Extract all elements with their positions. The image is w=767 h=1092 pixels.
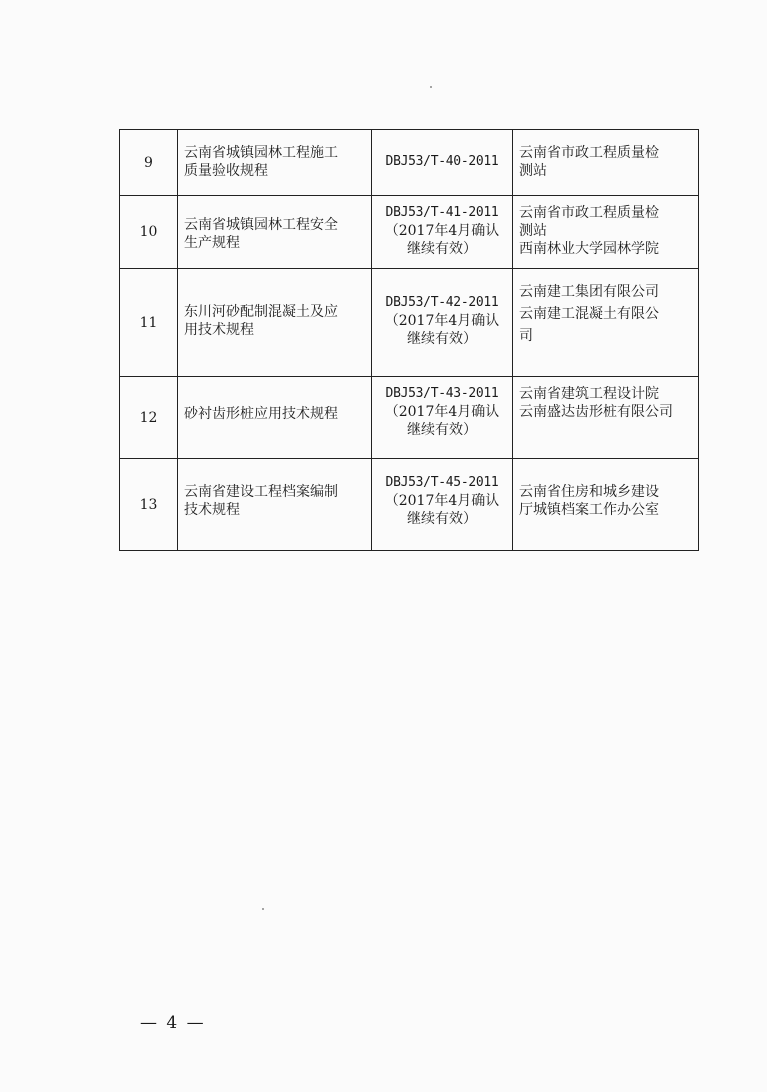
standard-code-line: （2017年4月确认: [384, 223, 500, 239]
standard-name-line: 用技术规程: [184, 322, 254, 338]
standard-code: [372, 459, 513, 551]
org-line: 云南盛达齿形桩有限公司: [519, 404, 673, 420]
org-line: 司: [519, 328, 533, 344]
org-line: 云南建工混凝土有限公: [519, 306, 659, 322]
standard-name: [178, 377, 372, 459]
standard-name-line: 质量验收规程: [184, 163, 268, 179]
table-row: [120, 130, 699, 196]
org-line: 厅城镇档案工作办公室: [519, 502, 659, 518]
standard-code-line: DBJ53/T-45-2011: [385, 475, 499, 490]
standard-code: [372, 269, 513, 377]
scan-speck: [430, 86, 432, 88]
standard-code-line: DBJ53/T-40-2011: [385, 154, 499, 169]
standard-name-line: 云南省城镇园林工程施工: [184, 145, 338, 161]
org-line: 云南建工集团有限公司: [519, 284, 659, 300]
standard-code-line: 继续有效）: [407, 241, 477, 257]
responsible-org: [513, 196, 699, 269]
standard-code-line: 继续有效）: [407, 511, 477, 527]
standard-code-line: （2017年4月确认: [384, 493, 500, 509]
standard-code: [372, 130, 513, 196]
org-line: 西南林业大学园林学院: [519, 241, 659, 257]
responsible-org: [513, 269, 699, 377]
standard-code-line: DBJ53/T-42-2011: [385, 295, 499, 310]
org-line: 云南省市政工程质量检: [519, 145, 659, 161]
standard-name-line: 技术规程: [184, 502, 240, 518]
standard-name: [178, 459, 372, 551]
page-number: — 4 —: [140, 1013, 206, 1033]
org-line: 测站: [519, 223, 547, 239]
standard-name: [178, 196, 372, 269]
row-number: 9: [120, 130, 178, 196]
row-number: 13: [120, 459, 178, 551]
standard-code-line: DBJ53/T-41-2011: [385, 205, 499, 220]
standard-name: [178, 269, 372, 377]
standard-name-line: 云南省城镇园林工程安全: [184, 217, 338, 233]
responsible-org: [513, 377, 699, 459]
table-row: [120, 196, 699, 269]
table-row: [120, 459, 699, 551]
standard-code-line: 继续有效）: [407, 331, 477, 347]
row-number: 12: [120, 377, 178, 459]
org-line: 云南省住房和城乡建设: [519, 484, 659, 500]
responsible-org: [513, 130, 699, 196]
standard-name: [178, 130, 372, 196]
org-line: 云南省市政工程质量检: [519, 205, 659, 221]
standard-name-line: 生产规程: [184, 235, 240, 251]
standard-code-line: （2017年4月确认: [384, 313, 500, 329]
table-row: [120, 377, 699, 459]
standard-code-line: 继续有效）: [407, 422, 477, 438]
standard-name-line: 云南省建设工程档案编制: [184, 484, 338, 500]
org-line: 云南省建筑工程设计院: [519, 386, 659, 402]
table-row: [120, 269, 699, 377]
standard-name-line: 砂衬齿形桩应用技术规程: [184, 406, 338, 422]
standards-table: [119, 129, 699, 551]
standard-code-line: （2017年4月确认: [384, 404, 500, 420]
responsible-org: [513, 459, 699, 551]
standard-code: [372, 196, 513, 269]
row-number: 10: [120, 196, 178, 269]
row-number: 11: [120, 269, 178, 377]
scan-speck: [262, 908, 264, 910]
standard-code: [372, 377, 513, 459]
standard-name-line: 东川河砂配制混凝土及应: [184, 304, 338, 320]
org-line: 测站: [519, 163, 547, 179]
standard-code-line: DBJ53/T-43-2011: [385, 386, 499, 401]
